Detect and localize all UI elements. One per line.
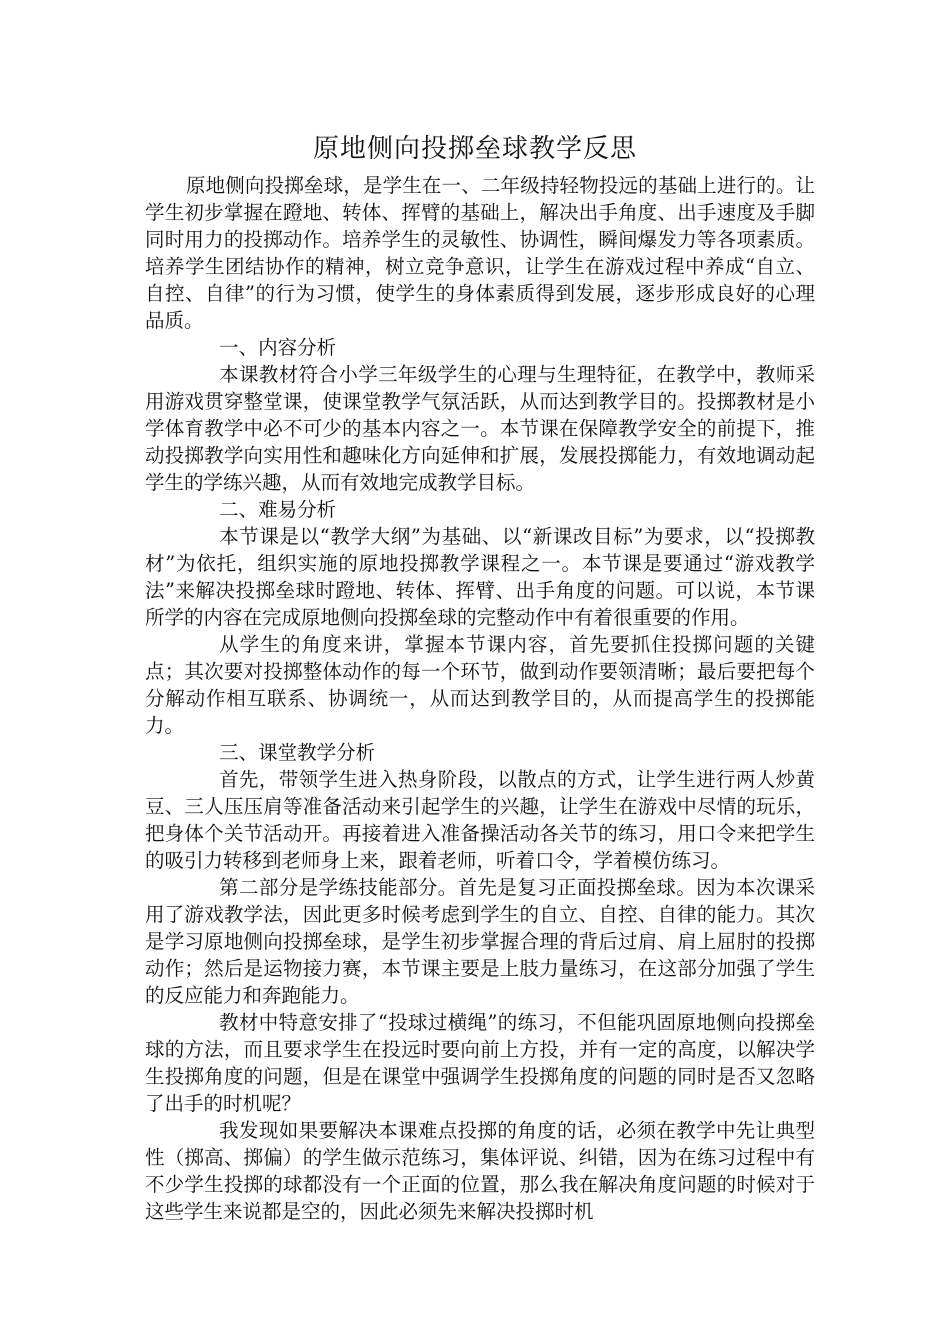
difficulty-analysis-paragraph-2: 从学生的角度来讲，掌握本节课内容，首先要抓住投掷问题的关键点；其次要对投掷整体动作的每一个环节，做到动作要领清晰；最后要把每个分解动作相互联系、协调统一，从而达到教学目的，从而提高学生的投掷能力。 (145, 633, 815, 737)
content-analysis-paragraph: 本课教材符合小学三年级学生的心理与生理特征，在教学中，教师采用游戏贯穿整堂课，使课堂教学气氛活跃，从而达到教学目的。投掷教材是小学体育教学中必不可少的基本内容之一。本节课在保障教学安全的前提下，推动投掷教学向实用性和趣味化方向延伸和扩展，发展投掷能力，有效地调动起学生的学练兴趣，从而有效地完成教学目标。 (145, 363, 815, 494)
section-heading-difficulty-analysis: 二、难易分析 (219, 498, 337, 521)
classroom-analysis-paragraph-1: 首先，带领学生进入热身阶段，以散点的方式，让学生进行两人炒黄豆、三人压压肩等准备活动来引起学生的兴趣，让学生在游戏中尽情的玩乐，把身体个关节活动开。再接着进入准备操活动各关节的练习，用口令来把学生的吸引力转移到老师身上来，跟着老师，听着口令，学着模仿练习。 (145, 768, 815, 872)
difficulty-analysis-paragraph-1: 本节课是以“教学大纲”为基础、以“新课改目标”为要求，以“投掷教材”为依托，组织实施的原地投掷教学课程之一。本节课是要通过“游戏教学法”来解决投掷垒球时蹬地、转体、挥臂、出手角度的问题。可以说，本节课所学的内容在完成原地侧向投掷垒球的完整动作中有着很重要的作用。 (145, 525, 815, 629)
section-heading-classroom-analysis: 三、课堂教学分析 (219, 741, 376, 764)
classroom-analysis-paragraph-3: 教材中特意安排了“投球过横绳”的练习，不但能巩固原地侧向投掷垒球的方法，而且要求学生在投远时要向前上方投，并有一定的高度，以解决学生投掷角度的问题，但是在课堂中强调学生投掷角度的问题的同时是否又忽略了出手的时机呢？ (145, 1011, 815, 1115)
classroom-analysis-paragraph-2: 第二部分是学练技能部分。首先是复习正面投掷垒球。因为本次课采用了游戏教学法，因此更多时候考虑到学生的自立、自控、自律的能力。其次是学习原地侧向投掷垒球，是学生初步掌握合理的背后过肩、肩上屈肘的投掷动作；然后是运物接力赛，本节课主要是上肢力量练习，在这部分加强了学生的反应能力和奔跑能力。 (145, 876, 815, 1007)
classroom-analysis-paragraph-4: 我发现如果要解决本课难点投掷的角度的话，必须在教学中先让典型性（掷高、掷偏）的学生做示范练习，集体评说、纠错，因为在练习过程中有不少学生投掷的球都没有一个正面的位置，那么我在解决角度问题的时候对于这些学生来说都是空的，因此必须先来解决投掷时机 (145, 1119, 815, 1223)
intro-paragraph: 原地侧向投掷垒球，是学生在一、二年级持轻物投远的基础上进行的。让学生初步掌握在蹬地、转体、挥臂的基础上，解决出手角度、出手速度及手脚同时用力的投掷动作。培养学生的灵敏性、协调性，瞬间爆发力等各项素质。培养学生团结协作的精神，树立竞争意识，让学生在游戏过程中养成“自立、自控、自律”的行为习惯，使学生的身体素质得到发展，逐步形成良好的心理品质。 (145, 174, 815, 332)
document-body (145, 172, 815, 1225)
section-heading-content-analysis: 一、内容分析 (219, 336, 337, 359)
page-title: 原地侧向投掷垒球教学反思 (312, 134, 637, 164)
